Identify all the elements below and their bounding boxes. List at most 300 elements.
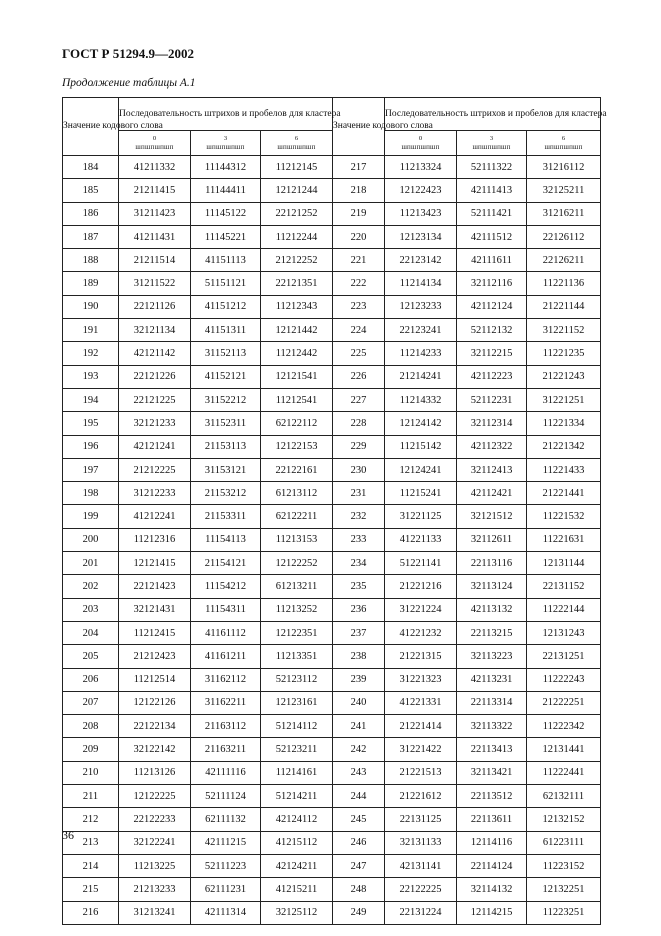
codeword-value-cell: 239 [333,668,385,691]
sequence-cell: 61223111 [527,831,601,854]
sequence-cell: 31221323 [385,668,457,691]
table-row [63,156,601,179]
codeword-value-cell: 237 [333,621,385,644]
codeword-value-cell: 244 [333,785,385,808]
sequence-cell: 11154311 [191,598,261,621]
table-row [63,552,601,575]
sequence-cell: 11214161 [261,761,333,784]
sequence-cell: 11213351 [261,645,333,668]
cluster-number: 3 [223,135,228,142]
sequence-cell: 22121126 [119,295,191,318]
sequence-cell: 22131224 [385,901,457,924]
sequence-cell: 12122126 [119,691,191,714]
sequence-cell: 22121351 [261,272,333,295]
sequence-cell: 41151212 [191,295,261,318]
sequence-cell: 52123112 [261,668,333,691]
sequence-cell: 42121142 [119,342,191,365]
sequence-cell: 32122241 [119,831,191,854]
codeword-value-cell: 194 [63,388,119,411]
cluster-pattern: шпшпшпшп [401,143,440,151]
codeword-value-cell: 234 [333,552,385,575]
table-row [63,738,601,761]
sequence-cell: 22122161 [261,458,333,481]
sequence-cell: 11222243 [527,668,601,691]
sequence-cell: 21212252 [261,249,333,272]
sequence-cell: 31153121 [191,458,261,481]
sequence-cell: 22121225 [119,388,191,411]
sequence-cell: 11212145 [261,156,333,179]
table-row [63,179,601,202]
codeword-value-cell: 217 [333,156,385,179]
sequence-cell: 42112223 [457,365,527,388]
sequence-cell: 12131144 [527,552,601,575]
sequence-cell: 22131251 [527,645,601,668]
sequence-cell: 41151311 [191,319,261,342]
cluster-header-6 [527,131,601,156]
codeword-value-cell: 184 [63,156,119,179]
sequence-cell: 41212241 [119,505,191,528]
sequence-cell: 21153113 [191,435,261,458]
sequence-cell: 21221612 [385,785,457,808]
codeword-value-cell: 228 [333,412,385,435]
sequence-cell: 52112132 [457,319,527,342]
table-row [63,621,601,644]
codeword-value-cell: 210 [63,761,119,784]
sequence-cell: 22113215 [457,621,527,644]
codeword-table [62,97,607,925]
sequence-cell: 12131243 [527,621,601,644]
sequence-cell: 52111421 [457,202,527,225]
codeword-value-cell: 185 [63,179,119,202]
sequence-cell: 21153311 [191,505,261,528]
codeword-value-cell: 242 [333,738,385,761]
table-caption: Продолжение таблицы А.1 [62,77,196,89]
sequence-cell: 31152113 [191,342,261,365]
table-row [63,272,601,295]
table-row [63,249,601,272]
sequence-cell: 22126211 [527,249,601,272]
codeword-value-cell: 213 [63,831,119,854]
table-row [63,854,601,877]
sequence-cell: 21221513 [385,761,457,784]
table-row [63,412,601,435]
cluster-pattern: шпшпшпшп [544,143,583,151]
sequence-cell: 31221125 [385,505,457,528]
sequence-cell: 32112116 [457,272,527,295]
sequence-cell: 22122134 [119,715,191,738]
codeword-value-cell: 211 [63,785,119,808]
sequence-cell: 21221414 [385,715,457,738]
cluster-number: 3 [489,135,494,142]
table-row [63,505,601,528]
sequence-cell: 41211332 [119,156,191,179]
cluster-header-0 [385,131,457,156]
sequence-cell: 52111223 [191,854,261,877]
sequence-cell: 11144312 [191,156,261,179]
codeword-value-cell: 193 [63,365,119,388]
table-row [63,528,601,551]
table-row [63,598,601,621]
codeword-value-cell: 240 [333,691,385,714]
sequence-cell: 31212233 [119,482,191,505]
codeword-value-cell: 216 [63,901,119,924]
codeword-value-cell: 231 [333,482,385,505]
codeword-value-cell: 192 [63,342,119,365]
codeword-value-cell: 196 [63,435,119,458]
cluster-number: 6 [561,135,566,142]
sequence-cell: 42111215 [191,831,261,854]
codeword-value-cell: 223 [333,295,385,318]
sequence-cell: 12124241 [385,458,457,481]
sequence-cell: 11223152 [527,854,601,877]
sequence-cell: 31152212 [191,388,261,411]
cluster-number: 0 [152,135,157,142]
table-row [63,202,601,225]
sequence-cell: 11213324 [385,156,457,179]
document-header: ГОСТ Р 51294.9—2002 [62,46,194,61]
table-row [63,225,601,248]
sequence-cell: 42124211 [261,854,333,877]
table-row [63,342,601,365]
codeword-value-cell: 247 [333,854,385,877]
cluster-number: 6 [294,135,299,142]
sequence-cell: 11154113 [191,528,261,551]
sequence-cell: 62132111 [527,785,601,808]
sequence-cell: 11222342 [527,715,601,738]
sequence-cell: 11221136 [527,272,601,295]
sequence-cell: 32125211 [527,179,601,202]
codeword-value-cell: 204 [63,621,119,644]
sequence-cell: 12124142 [385,412,457,435]
sequence-cell: 62122112 [261,412,333,435]
codeword-value-cell: 207 [63,691,119,714]
sequence-cell: 22113314 [457,691,527,714]
cluster-pattern: шпшпшпшп [472,143,511,151]
sequence-cell: 12121415 [119,552,191,575]
sequence-cell: 11154212 [191,575,261,598]
sequence-cell: 42112421 [457,482,527,505]
table-row [63,691,601,714]
sequence-cell: 32112215 [457,342,527,365]
codeword-value-cell: 187 [63,225,119,248]
sequence-cell: 22121423 [119,575,191,598]
sequence-cell: 32113421 [457,761,527,784]
sequence-cell: 11212343 [261,295,333,318]
table-row [63,645,601,668]
codeword-value-cell: 209 [63,738,119,761]
sequence-cell: 11213153 [261,528,333,551]
sequence-cell: 21221441 [527,482,601,505]
sequence-cell: 51151121 [191,272,261,295]
sequence-cell: 41215112 [261,831,333,854]
sequence-cell: 11215241 [385,482,457,505]
sequence-cell: 32121512 [457,505,527,528]
sequence-cell: 41161112 [191,621,261,644]
sequence-cell: 21154121 [191,552,261,575]
sequence-cell: 21222251 [527,691,601,714]
codeword-value-cell: 186 [63,202,119,225]
codeword-value-cell: 224 [333,319,385,342]
sequence-cell: 11145122 [191,202,261,225]
sequence-cell: 42112124 [457,295,527,318]
table-row [63,388,601,411]
sequence-cell: 21212225 [119,458,191,481]
sequence-cell: 31162112 [191,668,261,691]
sequence-cell: 22114124 [457,854,527,877]
sequence-cell: 51221141 [385,552,457,575]
sequence-cell: 42131141 [385,854,457,877]
codeword-value-cell: 208 [63,715,119,738]
sequence-cell: 11212415 [119,621,191,644]
sequence-cell: 11212442 [261,342,333,365]
table-row [63,831,601,854]
table-row [63,458,601,481]
sequence-cell: 42112322 [457,435,527,458]
codeword-value-cell: 246 [333,831,385,854]
sequence-cell: 42111413 [457,179,527,202]
sequence-cell: 22113512 [457,785,527,808]
sequence-cell: 21221216 [385,575,457,598]
cluster-header-3 [191,131,261,156]
sequence-cell: 51214112 [261,715,333,738]
sequence-cell: 31152311 [191,412,261,435]
sequence-cell: 11214332 [385,388,457,411]
sequence-cell: 11212244 [261,225,333,248]
sequence-cell: 21211415 [119,179,191,202]
codeword-value-cell: 200 [63,528,119,551]
sequence-cell: 32125112 [261,901,333,924]
sequence-cell: 32113322 [457,715,527,738]
sequence-cell: 41151113 [191,249,261,272]
codeword-value-cell: 199 [63,505,119,528]
codeword-value-cell: 195 [63,412,119,435]
sequence-cell: 31221152 [527,319,601,342]
sequence-cell: 41221331 [385,691,457,714]
table-row [63,901,601,924]
sequence-cell: 22121226 [119,365,191,388]
sequence-cell: 21221243 [527,365,601,388]
sequence-cell: 12132152 [527,808,601,831]
sequence-cell: 22122225 [385,878,457,901]
codeword-value-cell: 214 [63,854,119,877]
sequence-cell: 22121252 [261,202,333,225]
sequence-cell: 32112413 [457,458,527,481]
codeword-value-cell: 222 [333,272,385,295]
sequence-cell: 61213211 [261,575,333,598]
sequence-cell: 42111116 [191,761,261,784]
sequence-cell: 21163211 [191,738,261,761]
table-row [63,668,601,691]
sequence-cell: 22131125 [385,808,457,831]
sequence-cell: 32113223 [457,645,527,668]
sequence-cell: 11215142 [385,435,457,458]
codeword-value-cell: 190 [63,295,119,318]
sequence-cell: 42111512 [457,225,527,248]
sequence-cell: 11213252 [261,598,333,621]
table-row [63,482,601,505]
sequence-cell: 12121541 [261,365,333,388]
table-row [63,785,601,808]
sequence-cell: 31221224 [385,598,457,621]
codeword-value-cell: 227 [333,388,385,411]
sequence-cell: 32122142 [119,738,191,761]
sequence-cell: 31216211 [527,202,601,225]
sequence-cell: 11221631 [527,528,601,551]
sequence-cell: 22123241 [385,319,457,342]
sequence-cell: 52123211 [261,738,333,761]
codeword-value-cell: 241 [333,715,385,738]
codeword-value-cell: 189 [63,272,119,295]
codeword-value-cell: 218 [333,179,385,202]
sequence-cell: 11145221 [191,225,261,248]
sequence-cell: 11223251 [527,901,601,924]
table-row [63,319,601,342]
sequence-cell: 31221251 [527,388,601,411]
sequence-cell: 12123134 [385,225,457,248]
column-header-value: Значение кодового слова [63,98,119,156]
sequence-cell: 12122225 [119,785,191,808]
sequence-cell: 12122423 [385,179,457,202]
cluster-header-0 [119,131,191,156]
sequence-cell: 22122233 [119,808,191,831]
codeword-value-cell: 215 [63,878,119,901]
cluster-header-3 [457,131,527,156]
sequence-cell: 22126112 [527,225,601,248]
sequence-cell: 11212316 [119,528,191,551]
sequence-cell: 12122351 [261,621,333,644]
sequence-cell: 12132251 [527,878,601,901]
codeword-value-cell: 235 [333,575,385,598]
codeword-value-cell: 243 [333,761,385,784]
codeword-value-cell: 236 [333,598,385,621]
codeword-value-cell: 220 [333,225,385,248]
sequence-cell: 31162211 [191,691,261,714]
sequence-cell: 12114215 [457,901,527,924]
sequence-cell: 11144411 [191,179,261,202]
sequence-cell: 21214241 [385,365,457,388]
sequence-cell: 11221235 [527,342,601,365]
column-header-sequence: Последовательность штрихов и пробелов для кластера [385,98,601,131]
codeword-value-cell: 203 [63,598,119,621]
cluster-pattern: шпшпшпшп [277,143,316,151]
table-row [63,715,601,738]
codeword-value-cell: 238 [333,645,385,668]
sequence-cell: 11213126 [119,761,191,784]
codeword-value-cell: 230 [333,458,385,481]
codeword-value-cell: 225 [333,342,385,365]
column-header-value: Значение кодового слова [333,98,385,156]
codeword-value-cell: 202 [63,575,119,598]
sequence-cell: 21153212 [191,482,261,505]
sequence-cell: 31211522 [119,272,191,295]
sequence-cell: 12114116 [457,831,527,854]
codeword-value-cell: 245 [333,808,385,831]
sequence-cell: 12123161 [261,691,333,714]
sequence-cell: 11213225 [119,854,191,877]
sequence-cell: 12122153 [261,435,333,458]
sequence-cell: 11222441 [527,761,601,784]
codeword-value-cell: 233 [333,528,385,551]
sequence-cell: 32112611 [457,528,527,551]
sequence-cell: 52112231 [457,388,527,411]
sequence-cell: 21211514 [119,249,191,272]
sequence-cell: 32113124 [457,575,527,598]
sequence-cell: 31213241 [119,901,191,924]
codeword-value-cell: 206 [63,668,119,691]
sequence-cell: 12122252 [261,552,333,575]
sequence-cell: 32131133 [385,831,457,854]
sequence-cell: 41152121 [191,365,261,388]
sequence-cell: 62111132 [191,808,261,831]
codeword-value-cell: 248 [333,878,385,901]
sequence-cell: 32112314 [457,412,527,435]
sequence-cell: 12123233 [385,295,457,318]
sequence-cell: 11221334 [527,412,601,435]
table-body [63,156,601,925]
sequence-cell: 51214211 [261,785,333,808]
sequence-cell: 42124112 [261,808,333,831]
cluster-header-6 [261,131,333,156]
sequence-cell: 11212514 [119,668,191,691]
sequence-cell: 41215211 [261,878,333,901]
sequence-cell: 11214134 [385,272,457,295]
sequence-cell: 21221342 [527,435,601,458]
table-row [63,878,601,901]
sequence-cell: 41211431 [119,225,191,248]
sequence-cell: 62111231 [191,878,261,901]
sequence-cell: 31216112 [527,156,601,179]
codeword-value-cell: 232 [333,505,385,528]
sequence-cell: 41161211 [191,645,261,668]
column-header-sequence: Последовательность штрихов и пробелов для кластера [119,98,333,131]
cluster-pattern: шпшпшпшп [206,143,245,151]
codeword-value-cell: 197 [63,458,119,481]
codeword-value-cell: 201 [63,552,119,575]
page-number: 36 [62,828,74,842]
codeword-value-cell: 221 [333,249,385,272]
table-row [63,295,601,318]
codeword-value-cell: 212 [63,808,119,831]
codeword-value-cell: 219 [333,202,385,225]
sequence-cell: 12121244 [261,179,333,202]
cluster-number: 0 [418,135,423,142]
sequence-cell: 52111124 [191,785,261,808]
sequence-cell: 21213233 [119,878,191,901]
sequence-cell: 22113413 [457,738,527,761]
sequence-cell: 62122211 [261,505,333,528]
sequence-cell: 21221315 [385,645,457,668]
sequence-cell: 22123142 [385,249,457,272]
sequence-cell: 11222144 [527,598,601,621]
sequence-cell: 42111611 [457,249,527,272]
sequence-cell: 32121431 [119,598,191,621]
table-row [63,761,601,784]
sequence-cell: 42121241 [119,435,191,458]
codeword-value-cell: 229 [333,435,385,458]
sequence-cell: 12121442 [261,319,333,342]
sequence-cell: 41221232 [385,621,457,644]
cluster-pattern: шпшпшпшп [135,143,174,151]
sequence-cell: 21212423 [119,645,191,668]
sequence-cell: 12131441 [527,738,601,761]
sequence-cell: 11221532 [527,505,601,528]
sequence-cell: 61213112 [261,482,333,505]
sequence-cell: 31221422 [385,738,457,761]
sequence-cell: 42113132 [457,598,527,621]
sequence-cell: 11214233 [385,342,457,365]
sequence-cell: 22131152 [527,575,601,598]
sequence-cell: 42113231 [457,668,527,691]
